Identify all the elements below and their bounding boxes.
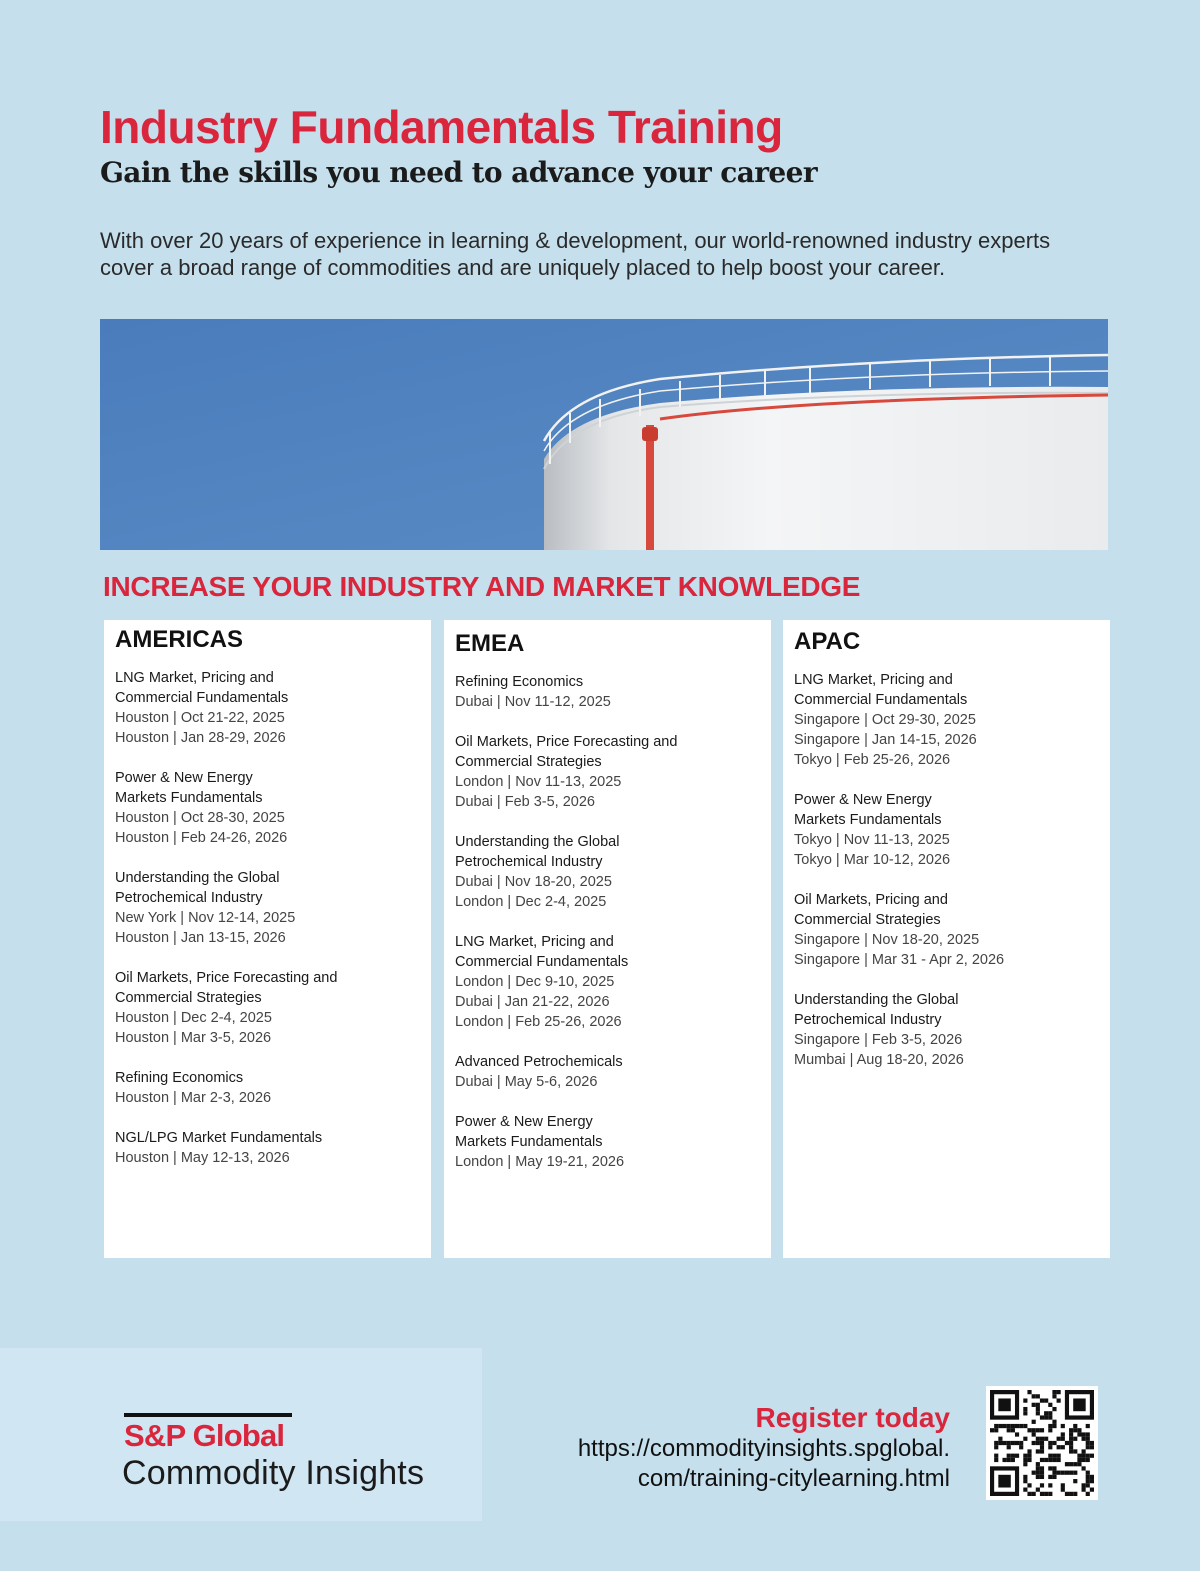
register-link[interactable]: https://commodityinsights.spglobal. com/training-citylearning.html (577, 1435, 950, 1492)
hero-image (100, 319, 1108, 550)
course-session: New York | Nov 12-14, 2025 (115, 910, 296, 926)
course-session: Houston | Oct 21-22, 2025 (115, 710, 285, 726)
region-column-americas (104, 620, 431, 1258)
course-title: Understanding the Global Petrochemical Industry (115, 870, 280, 906)
register-label: Register today (755, 1402, 950, 1433)
course-item (115, 768, 420, 848)
course-session: Houston | Dec 2-4, 2025 (115, 1010, 272, 1026)
course-session: Singapore | Mar 31 - Apr 2, 2026 (794, 952, 1005, 968)
course-list (455, 672, 760, 1172)
course-session: London | Dec 9-10, 2025 (455, 974, 615, 990)
course-session: Houston | Jan 28-29, 2026 (115, 730, 286, 746)
qr-code-icon[interactable] (986, 1386, 1098, 1500)
course-item (115, 868, 420, 948)
course-title: Power & New Energy Markets Fundamentals (794, 792, 942, 828)
course-session: Houston | May 12-13, 2026 (115, 1150, 290, 1166)
course-title: NGL/LPG Market Fundamentals (115, 1130, 323, 1146)
course-session: Mumbai | Aug 18-20, 2026 (794, 1052, 964, 1068)
course-session: Houston | Oct 28-30, 2025 (115, 810, 285, 826)
page-title: Industry Fundamentals Training (100, 101, 783, 153)
region-heading: AMERICAS (115, 626, 244, 653)
course-title: LNG Market, Pricing and Commercial Fundamentals (794, 672, 968, 708)
intro-paragraph: With over 20 years of experience in learning & development, our world-renowned industry experts cover a broad range of commodities and are uniquely placed to help boost your career. (100, 228, 1051, 280)
qr-code-graphic (990, 1390, 1094, 1496)
course-session: Dubai | Nov 11-12, 2025 (455, 694, 611, 710)
course-title: Power & New Energy Markets Fundamentals (115, 770, 263, 806)
course-title: Advanced Petrochemicals (455, 1054, 623, 1070)
course-item (115, 1128, 420, 1168)
brand-logo: S&P Global (124, 1418, 285, 1453)
course-item (794, 670, 1099, 770)
course-item (115, 668, 420, 748)
course-list (115, 668, 420, 1168)
course-title: Oil Markets, Price Forecasting and Commercial Strategies (455, 734, 678, 770)
course-item (115, 1068, 420, 1108)
course-title: LNG Market, Pricing and Commercial Fundamentals (115, 670, 289, 706)
course-session: Dubai | Feb 3-5, 2026 (455, 794, 595, 810)
course-title: Understanding the Global Petrochemical Industry (455, 834, 620, 870)
course-item (455, 1112, 760, 1172)
course-title: Refining Economics (115, 1070, 244, 1086)
course-session: Tokyo | Nov 11-13, 2025 (794, 832, 950, 848)
storage-tank-photo (100, 319, 1108, 550)
course-session: Singapore | Nov 18-20, 2025 (794, 932, 980, 948)
course-item (455, 932, 760, 1032)
course-session: London | May 19-21, 2026 (455, 1154, 625, 1170)
course-item (794, 990, 1099, 1070)
course-title: Oil Markets, Price Forecasting and Commercial Strategies (115, 970, 338, 1006)
course-item (455, 732, 760, 812)
course-item (115, 968, 420, 1048)
course-session: Houston | Feb 24-26, 2026 (115, 830, 288, 846)
course-session: Dubai | Jan 21-22, 2026 (455, 994, 610, 1010)
course-item (455, 832, 760, 912)
course-session: Tokyo | Feb 25-26, 2026 (794, 752, 951, 768)
course-title: LNG Market, Pricing and Commercial Fundamentals (455, 934, 629, 970)
course-session: Dubai | Nov 18-20, 2025 (455, 874, 612, 890)
course-title: Oil Markets, Pricing and Commercial Strategies (794, 892, 948, 928)
course-item (794, 790, 1099, 870)
section-heading: INCREASE YOUR INDUSTRY AND MARKET KNOWLEDGE (103, 571, 861, 602)
logo-bar (124, 1413, 292, 1417)
course-session: London | Dec 2-4, 2025 (455, 894, 607, 910)
course-session: London | Nov 11-13, 2025 (455, 774, 622, 790)
region-heading: APAC (794, 628, 861, 655)
course-session: Tokyo | Mar 10-12, 2026 (794, 852, 951, 868)
course-session: Singapore | Feb 3-5, 2026 (794, 1032, 963, 1048)
course-item (455, 672, 760, 712)
course-item (455, 1052, 760, 1092)
course-title: Refining Economics (455, 674, 584, 690)
course-item (794, 890, 1099, 970)
course-list (794, 670, 1099, 1070)
page-subtitle: Gain the skills you need to advance your career (100, 156, 817, 189)
course-session: London | Feb 25-26, 2026 (455, 1014, 622, 1030)
region-heading: EMEA (455, 630, 525, 657)
course-title: Understanding the Global Petrochemical Industry (794, 992, 959, 1028)
course-session: Houston | Mar 3-5, 2026 (115, 1030, 272, 1046)
course-session: Singapore | Oct 29-30, 2025 (794, 712, 976, 728)
region-column-apac (783, 620, 1110, 1258)
region-column-emea (444, 620, 771, 1258)
course-title: Power & New Energy Markets Fundamentals (455, 1114, 603, 1150)
course-session: Singapore | Jan 14-15, 2026 (794, 732, 977, 748)
course-session: Houston | Mar 2-3, 2026 (115, 1090, 272, 1106)
course-session: Dubai | May 5-6, 2026 (455, 1074, 598, 1090)
course-session: Houston | Jan 13-15, 2026 (115, 930, 286, 946)
brand-subtitle: Commodity Insights (122, 1454, 425, 1492)
